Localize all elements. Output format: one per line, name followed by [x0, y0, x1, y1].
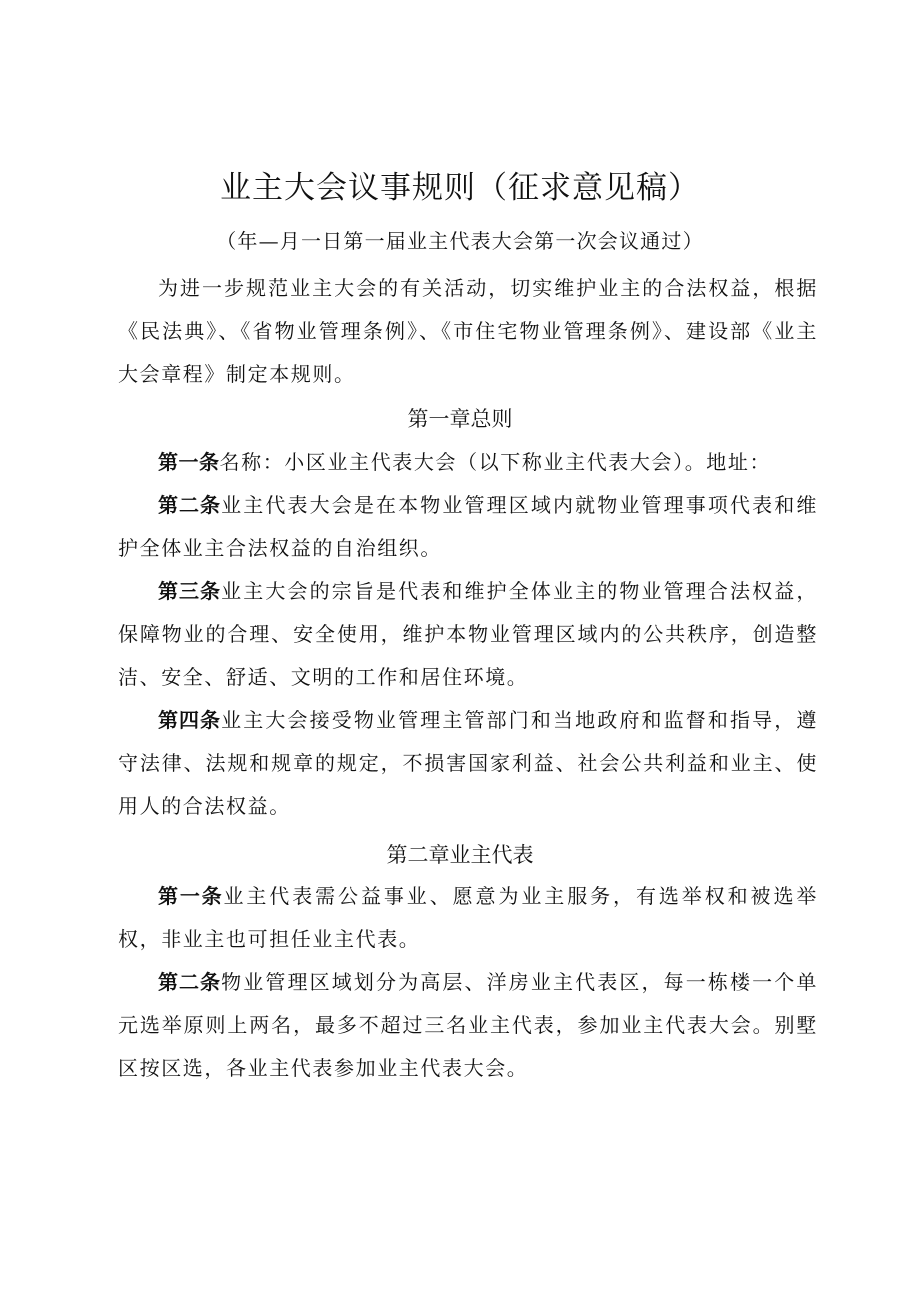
article-label: 第一条 — [158, 884, 224, 908]
article-paragraph — [118, 484, 818, 570]
article-text: 业主大会接受物业管理主管部门和当地政府和监督和指导，遵守法律、法规和规章的规定，不损害国家利益、社会公共利益和业主、使用人的合法权益。 — [118, 708, 819, 818]
article-label: 第四条 — [158, 708, 222, 732]
article-paragraph — [118, 961, 818, 1090]
article-label: 第一条 — [158, 450, 220, 474]
chapter-heading: 第一章总则 — [407, 407, 513, 431]
chapter-heading: 第二章业主代表 — [386, 843, 534, 867]
preamble-paragraph: 为进一步规范业主大会的有关活动，切实维护业主的合法权益，根据《民法典》、《省物业管理条例》、《市住宅物业管理条例》、建设部《业主大会章程》制定本规则。 — [118, 276, 818, 386]
article-paragraph — [118, 699, 818, 828]
article-text: 业主代表需公益事业、愿意为业主服务，有选举权和被选举权，非业主也可担任业主代表。 — [118, 884, 818, 951]
article-paragraph — [118, 875, 818, 961]
article-text: 业主大会的宗旨是代表和维护全体业主的物业管理合法权益，保障物业的合理、安全使用，维护本物业管理区域内的公共秩序，创造整洁、安全、舒适、文明的工作和居住环境。 — [118, 579, 819, 689]
article-text: 名称：小区业主代表大会（以下称业主代表大会）。地址： — [219, 450, 772, 474]
article-label: 第二条 — [158, 970, 222, 994]
article-label: 第三条 — [158, 579, 222, 603]
article-text: 物业管理区域划分为高层、洋房业主代表区，每一栋楼一个单元选举原则上两名，最多不超过三名业主代表，参加业主代表大会。别墅区按区选，各业主代表参加业主代表大会。 — [118, 970, 819, 1080]
document-title: 业主大会议事规则（征求意见稿） — [220, 170, 700, 206]
article-paragraph — [118, 570, 818, 699]
article-text: 业主代表大会是在本物业管理区域内就物业管理事项代表和维护全体业主合法权益的自治组织。 — [118, 493, 819, 560]
document-subtitle: （年—月一日第一届业主代表大会第一次会议通过） — [216, 229, 704, 253]
article-paragraph — [118, 441, 818, 484]
article-label: 第二条 — [158, 493, 222, 517]
